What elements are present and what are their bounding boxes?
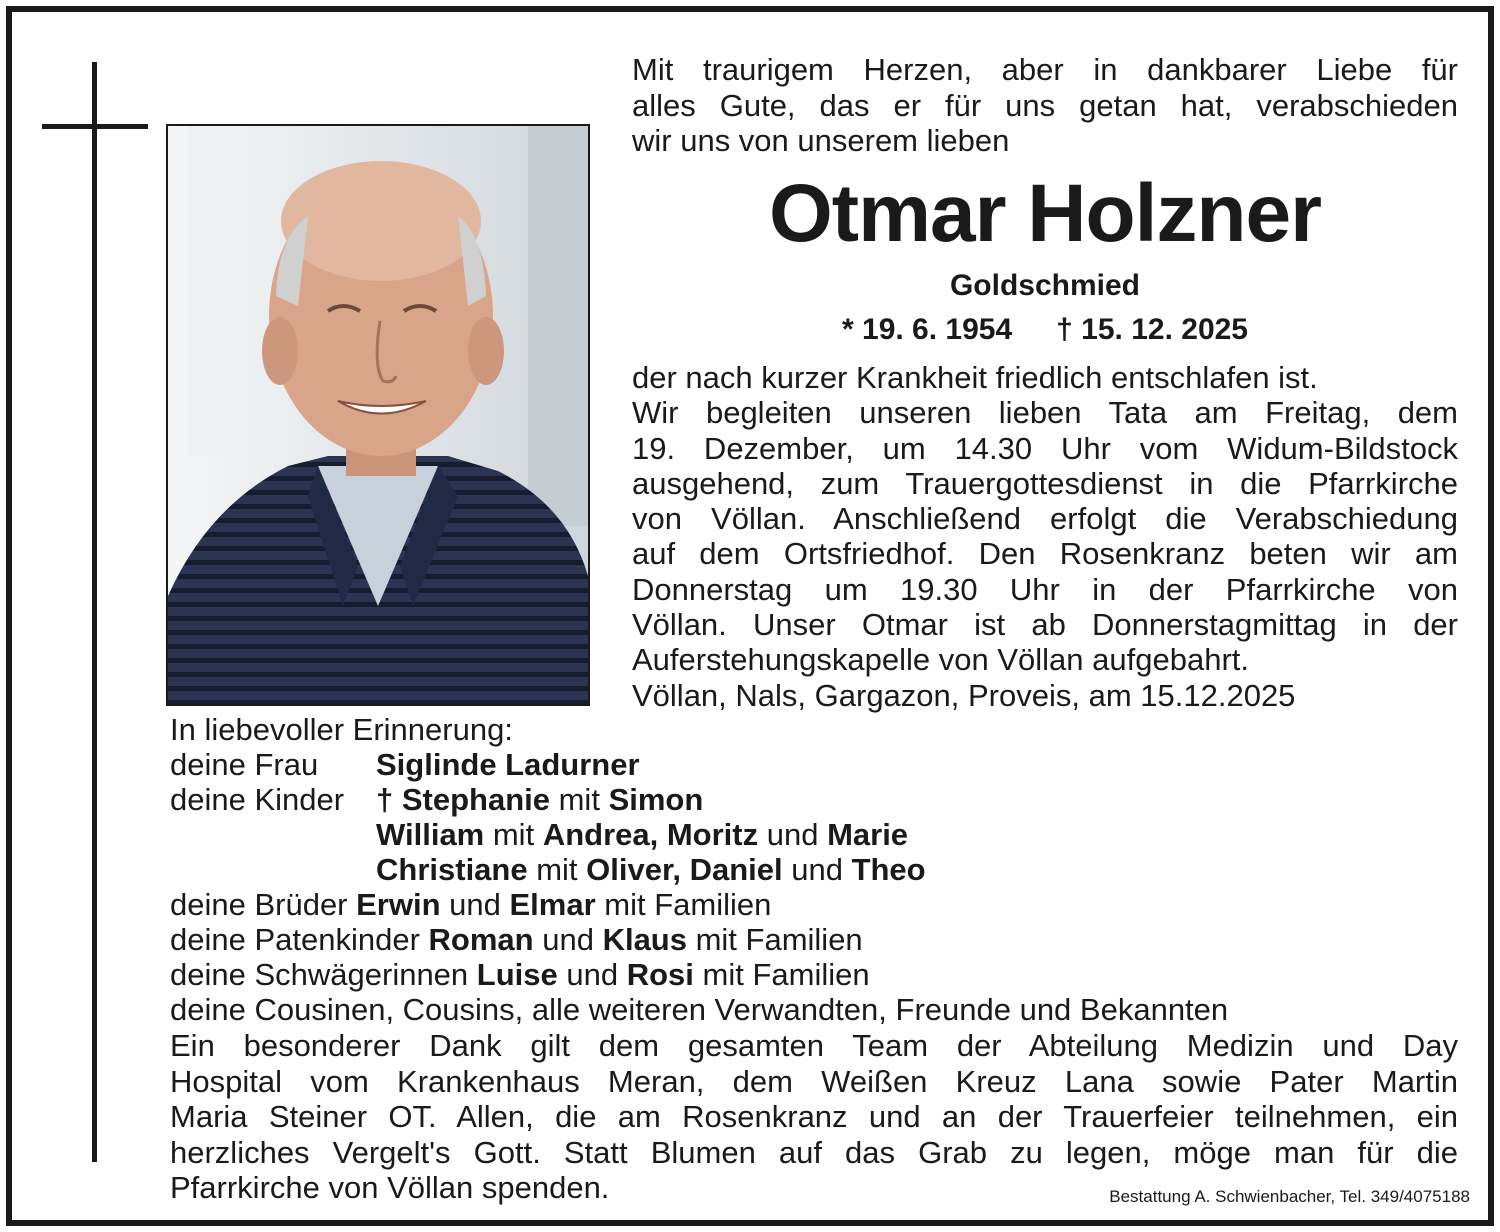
intro-line: wir uns von unserem lieben — [632, 123, 1010, 158]
family-row-children — [170, 852, 1470, 887]
brother-name: Erwin — [356, 887, 441, 922]
cross-icon-vertical — [92, 62, 97, 1162]
thanks-line: Pfarrkirche von Völlan spenden. — [170, 1170, 610, 1205]
birth-date: * 19. 6. 1954 — [842, 313, 1013, 346]
announcement-line: Völlan. Unser Otmar ist ab Donnerstagmittag in der — [632, 607, 1458, 643]
child-name: † Stephanie — [376, 782, 550, 817]
intro-text — [632, 52, 1458, 159]
death-date: † 15. 12. 2025 — [1056, 313, 1248, 346]
grandchild-name: Theo — [851, 852, 926, 887]
brother-name: Elmar — [509, 887, 596, 922]
family-row-children — [170, 782, 1470, 817]
announcement-line: Auferstehungskapelle von Völlan aufgebahrt. — [632, 642, 1249, 678]
family-heading-text: In liebevoller Erinnerung: — [170, 712, 513, 747]
connector-text: und — [440, 887, 510, 922]
cross-icon-horizontal — [42, 124, 148, 129]
brothers-label: deine Brüder — [170, 887, 357, 922]
others-text: deine Cousinen, Cousins, alle weiteren Verwandten, Freunde und Bekannten — [170, 992, 1229, 1027]
wife-name: Siglinde Ladurner — [376, 747, 640, 782]
partner-name: Andrea, Moritz — [542, 817, 759, 852]
life-dates — [632, 310, 1458, 350]
grandchild-name: Marie — [827, 817, 909, 852]
thanks-line: Maria Steiner OT. Allen, die am Rosenkranz und an der Trauerfeier teilnehmen, ein — [170, 1099, 1458, 1134]
thanks-line: Hospital vom Krankenhaus Meran, dem Weißen Kreuz Lana sowie Pater Martin — [170, 1063, 1458, 1099]
thanks-text — [170, 1028, 1458, 1206]
thanks-line: Ein besonderer Dank gilt dem gesamten Team der Abteilung Medizin und Day — [170, 1028, 1458, 1063]
intro-line: Mit traurigem Herzen, aber in dankbarer Liebe für — [632, 52, 1458, 87]
portrait-photo — [166, 124, 590, 706]
sister-in-law-name: Rosi — [626, 957, 694, 992]
child-entry — [376, 817, 908, 852]
announcement-line: Wir begleiten unseren lieben Tata am Freitag, dem — [632, 395, 1458, 431]
partner-name: Oliver, Daniel — [586, 852, 783, 887]
connector-text: und — [758, 817, 828, 852]
family-heading — [170, 712, 1470, 747]
funeral-home-credit: Bestattung A. Schwienbacher, Tel. 349/4075188 — [1109, 1187, 1470, 1206]
deceased-profession: Goldschmied — [949, 269, 1141, 302]
announcement-line: Donnerstag um 19.30 Uhr in der Pfarrkirche von — [632, 571, 1458, 607]
godchild-name: Klaus — [602, 922, 687, 957]
family-list — [170, 712, 1470, 1027]
family-row-godchildren — [170, 922, 1470, 957]
announcement-line: der nach kurzer Krankheit friedlich entschlafen ist. — [632, 360, 1318, 395]
announcement-line: ausgehend, zum Trauergottesdienst in die Pfarrkirche — [632, 465, 1458, 501]
announcement-line: 19. Dezember, um 14.30 Uhr vom Widum-Bildstock — [632, 430, 1458, 466]
connector-text: mit Familien — [686, 922, 863, 957]
family-row-others — [170, 992, 1470, 1027]
announcement-line: von Völlan. Anschließend erfolgt die Verabschiedung — [632, 501, 1458, 537]
deceased-name: Otmar Holzner — [769, 168, 1321, 259]
godchildren-label: deine Patenkinder — [170, 922, 429, 957]
wife-label: deine Frau — [170, 747, 319, 782]
family-row-wife — [170, 747, 1470, 782]
connector-text: und — [533, 922, 603, 957]
place-date-line: Völlan, Nals, Gargazon, Proveis, am 15.12.2025 — [632, 677, 1296, 713]
child-name: William — [376, 817, 485, 852]
connector-text: mit — [484, 817, 543, 852]
announcement-text — [632, 360, 1458, 713]
connector-text: mit — [527, 852, 587, 887]
family-row-brothers — [170, 887, 1470, 922]
connector-text: mit — [550, 782, 609, 817]
partner-name: Simon — [608, 782, 704, 817]
announcement-line: auf dem Ortsfriedhof. Den Rosenkranz beten wir am — [632, 536, 1458, 572]
connector-text: mit Familien — [693, 957, 870, 992]
child-entry — [376, 852, 926, 887]
thanks-line: herzliches Vergelt's Gott. Statt Blumen auf das Grab zu legen, möge man für die — [170, 1134, 1458, 1170]
sister-in-law-name: Luise — [476, 957, 558, 992]
children-label: deine Kinder — [170, 782, 345, 817]
connector-text: mit Familien — [595, 887, 772, 922]
connector-text: und — [782, 852, 852, 887]
intro-line: alles Gute, das er für uns getan hat, verabschieden — [632, 87, 1458, 123]
connector-text: und — [557, 957, 627, 992]
godchild-name: Roman — [428, 922, 534, 957]
family-row-children — [170, 817, 1470, 852]
sisters-in-law-label: deine Schwägerinnen — [170, 957, 477, 992]
child-entry — [376, 782, 703, 817]
child-name: Christiane — [376, 852, 528, 887]
family-row-sisters-in-law — [170, 957, 1470, 992]
